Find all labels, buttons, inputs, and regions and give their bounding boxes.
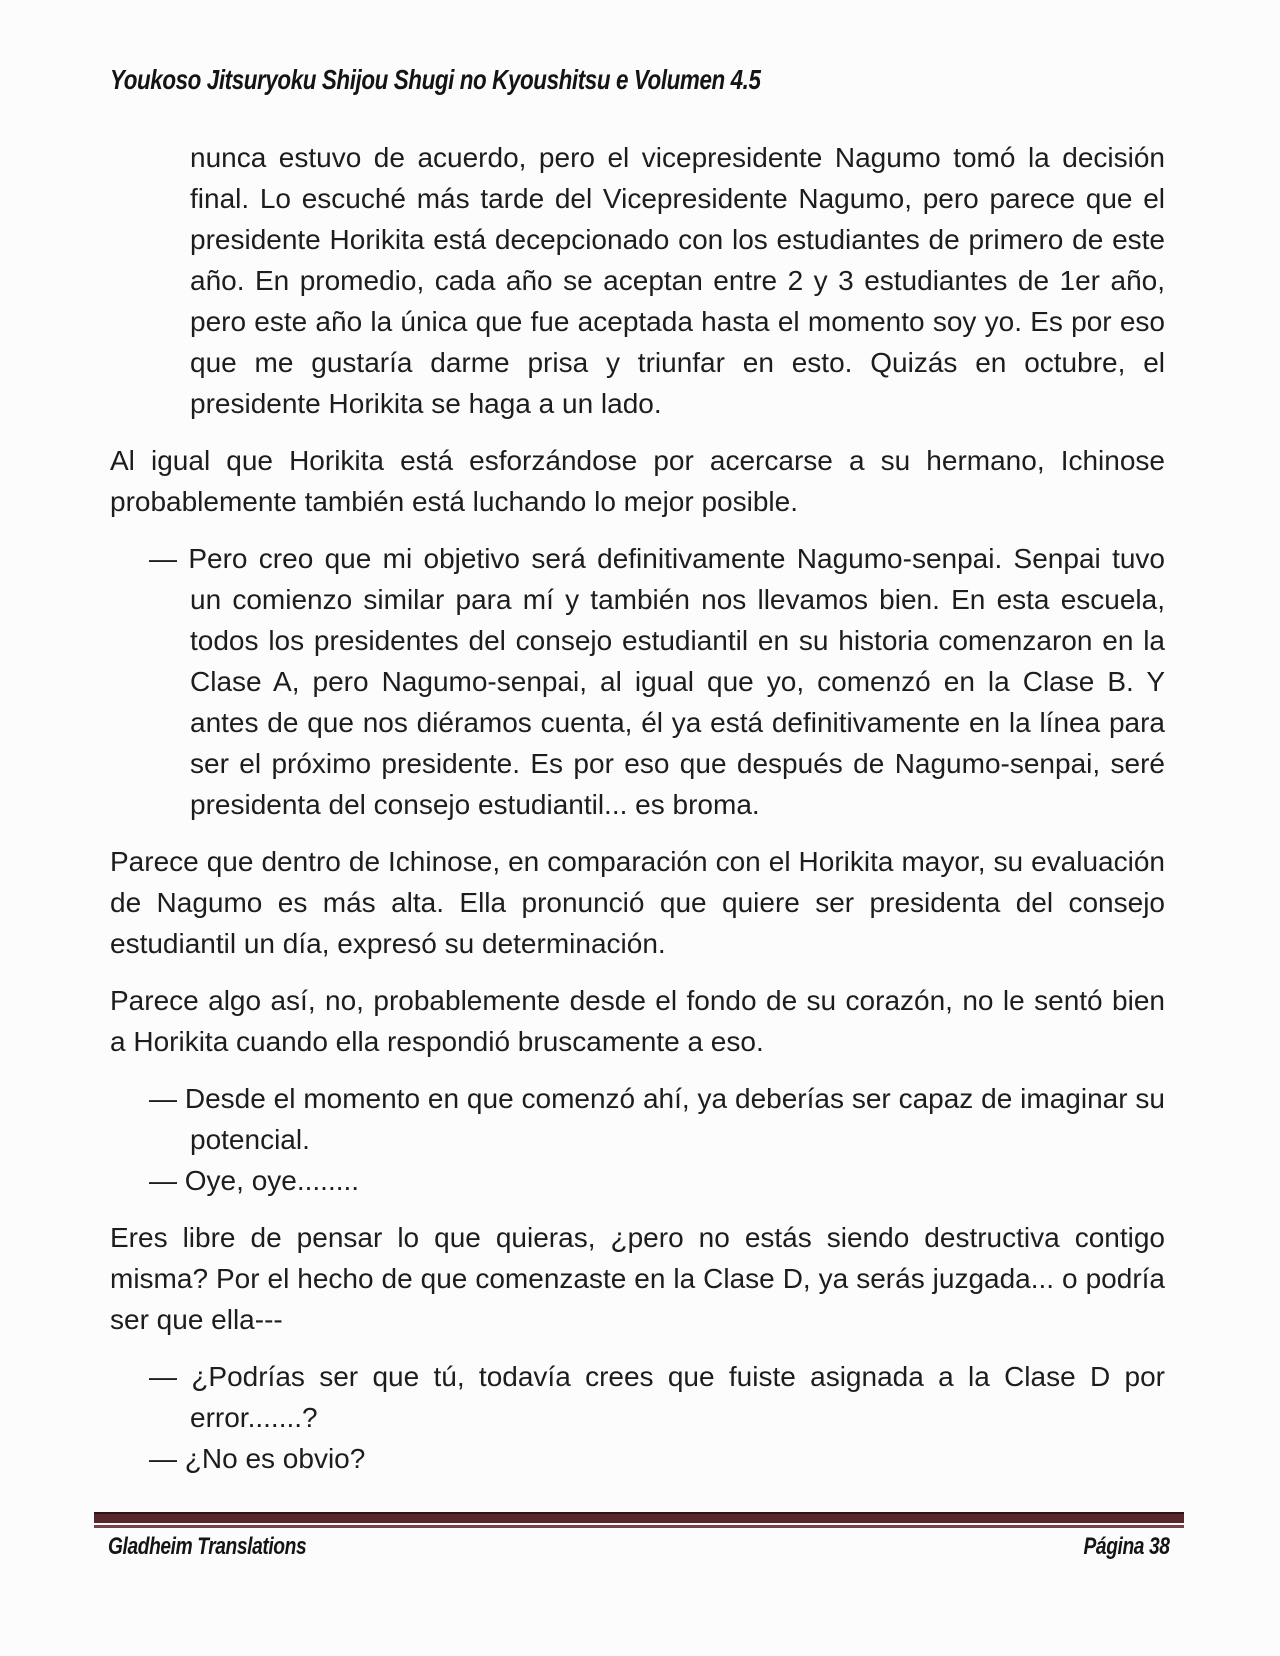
footer-row (94, 1528, 1184, 1561)
paragraph: Eres libre de pensar lo que quieras, ¿pero no estás siendo destructiva contigo misma? Por el hecho de que comenzaste en la Clase D, ya serás juzgada... o podría ser que ella--- (110, 1222, 1165, 1335)
footer-translator-credit: Gladheim Translations (108, 1533, 307, 1560)
page-footer (94, 1512, 1184, 1561)
page-header (110, 64, 923, 96)
page-body (110, 137, 1165, 1495)
header-title: Youkoso Jitsuryoku Shijou Shugi no Kyoushitsu e Volumen 4.5 (110, 64, 761, 95)
paragraph: Parece algo así, no, probablemente desde el fondo de su corazón, no le sentó bien a Horikita cuando ella respondió bruscamente a eso. (110, 985, 1165, 1057)
dialog-paragraph: — Pero creo que mi objetivo será definitivamente Nagumo-senpai. Senpai tuvo un comienzo similar para mí y también nos llevamos bien. En esta escuela, todos los presidentes del consejo estudiantil en su historia comenzaron en la Clase A, pero Nagumo-senpai, al igual que yo, comenzó en la Clase B. Y antes de que nos diéramos cuenta, él ya está definitivamente en la línea para ser el próximo presidente. Es por eso que después de Nagumo-senpai, seré presidenta del consejo estudiantil... es broma. (149, 543, 1165, 820)
dialog-paragraph: — ¿No es obvio? (149, 1443, 366, 1474)
paragraph: Al igual que Horikita está esforzándose por acercarse a su hermano, Ichinose probablemente también está luchando lo mejor posible. (110, 445, 1165, 517)
dialog-paragraph: — Oye, oye........ (149, 1165, 360, 1196)
dialog-paragraph: — Desde el momento en que comenzó ahí, ya deberías ser capaz de imaginar su potencial. (149, 1083, 1165, 1155)
dialog-paragraph: — ¿Podrías ser que tú, todavía crees que fuiste asignada a la Clase D por error.......? (149, 1361, 1165, 1433)
footer-rule-thick-line (94, 1512, 1184, 1523)
paragraph: nunca estuvo de acuerdo, pero el vicepresidente Nagumo tomó la decisión final. Lo escuché más tarde del Vicepresidente Nagumo, pero parece que el presidente Horikita está decepcionado con los estudiantes de primero de este año. En promedio, cada año se aceptan entre 2 y 3 estudiantes de 1er año, pero este año la única que fue aceptada hasta el momento soy yo. Es por eso que me gustaría darme prisa y triunfar en esto. Quizás en octubre, el presidente Horikita se haga a un lado. (190, 142, 1165, 419)
paragraph: Parece que dentro de Ichinose, en comparación con el Horikita mayor, su evaluación de Nagumo es más alta. Ella pronunció que quiere ser presidenta del consejo estudiantil un día, expresó su determinación. (110, 846, 1165, 959)
footer-rule (94, 1512, 1184, 1528)
footer-page-number: Página 38 (1083, 1533, 1170, 1560)
